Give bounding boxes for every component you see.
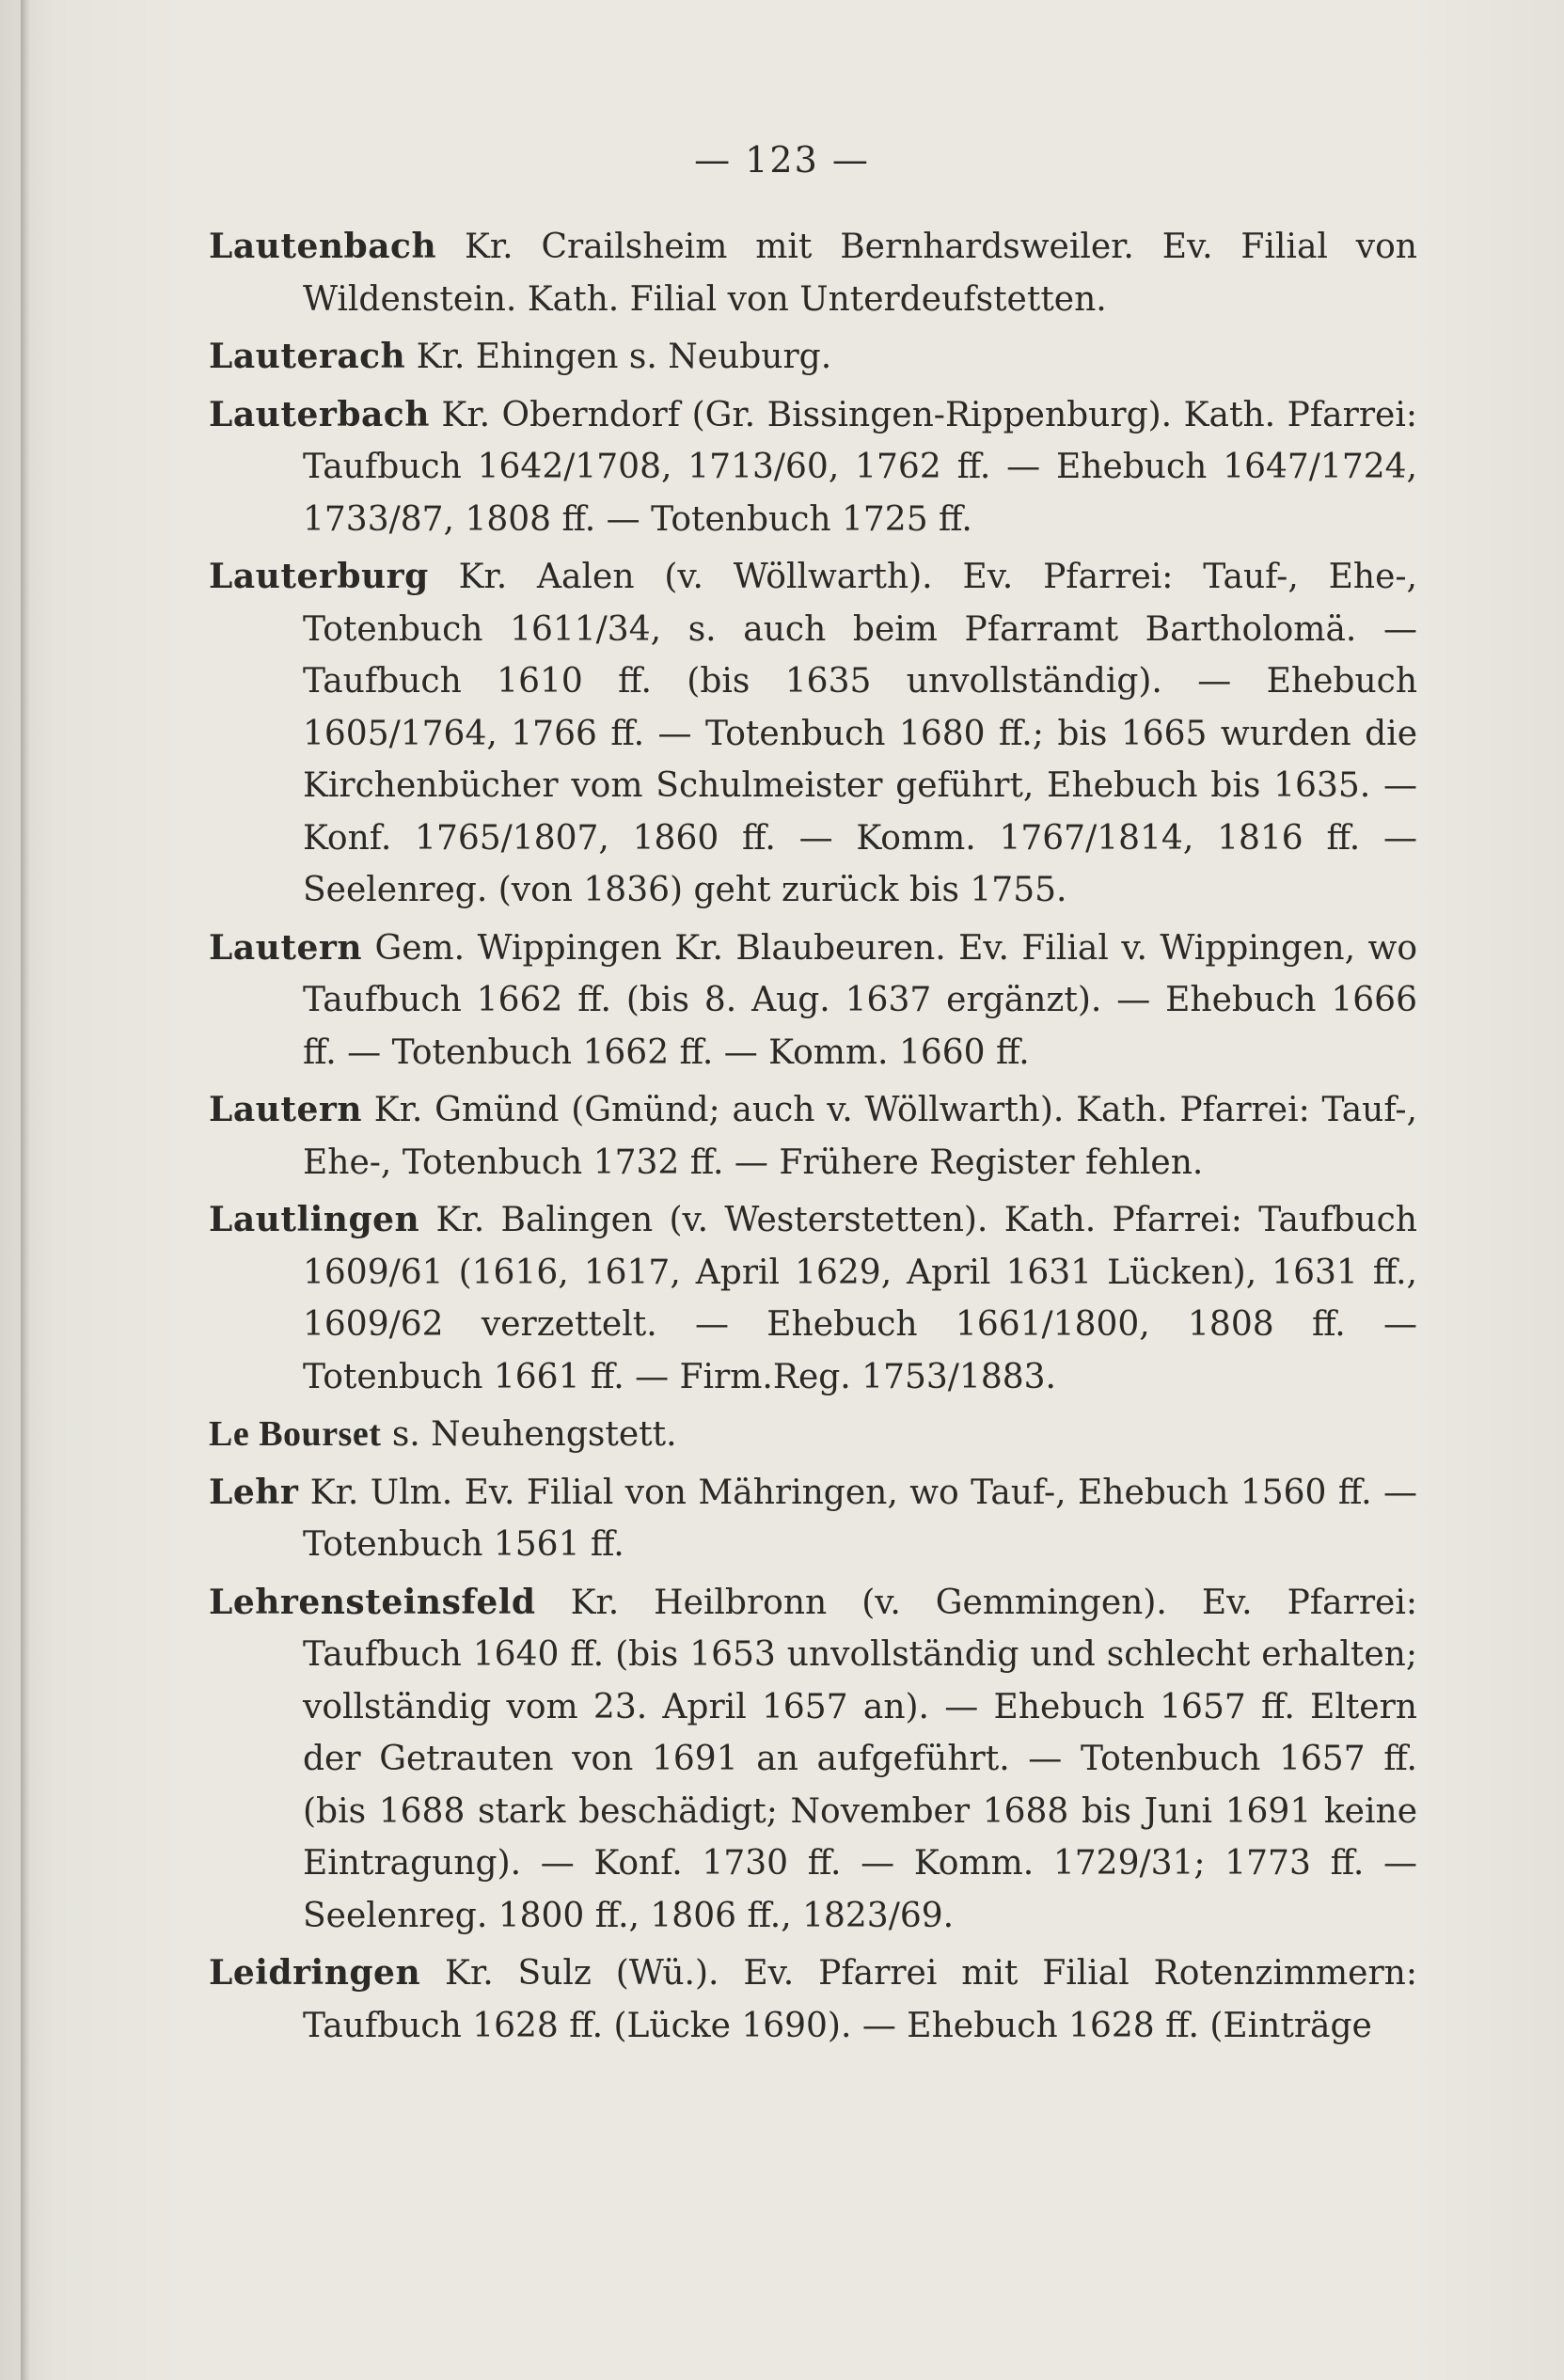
entry-lauterbach	[209, 389, 1417, 546]
entry-lautenbach	[209, 221, 1417, 325]
entry-lehrensteinsfeld	[209, 1577, 1417, 1943]
entry-text: Gem. Wippingen Kr. Blaubeuren. Ev. Filial v. Wippingen, wo Taufbuch 1662 ff. (bis 8. Aug. 1637 ergänzt). — Ehebuch 1666 ff. — Totenbuch 1662 ff. — Komm. 1660 ff.	[303, 928, 1417, 1072]
entry-text: s. Neuhengstett.	[381, 1415, 677, 1454]
binding-shadow	[21, 0, 30, 2380]
entry-lauterach	[209, 331, 1417, 384]
entry-text: Kr. Ulm. Ev. Filial von Mähringen, wo Tauf-, Ehebuch 1560 ff. — Totenbuch 1561 ff.	[298, 1473, 1417, 1564]
entry-list	[209, 221, 1417, 2057]
entry-text: Kr. Sulz (Wü.). Ev. Pfarrei mit Filial Rotenzimmern: Taufbuch 1628 ff. (Lücke 1690). — Ehebuch 1628 ff. (Einträge	[303, 1954, 1417, 2045]
entry-text: Kr. Crailsheim mit Bernhardsweiler. Ev. Filial von Wildenstein. Kath. Filial von Unterdeufstetten.	[303, 228, 1417, 319]
entry-lautern-gmuend	[209, 1084, 1417, 1189]
entry-lautern-wippingen	[209, 922, 1417, 1080]
entry-text: Kr. Aalen (v. Wöllwarth). Ev. Pfarrei: Tauf-, Ehe-, Totenbuch 1611/34, s. auch beim Pfarramt Bartholomä. — Taufbuch 1610 ff. (bis 1635 unvollständig). — Ehebuch 1605/1764, 1766 ff. — Totenbuch 1680 ff.; bis 1665 wurden die Kirchenbücher vom Schulmeister geführt, Ehebuch bis 1635. — Konf. 1765/1807, 1860 ff. — Komm. 1767/1814, 1816 ff. — Seelenreg. (von 1836) geht zurück bis 1755.	[303, 558, 1417, 909]
page-number: — 123 —	[694, 139, 870, 181]
entry-head: Lauterbach	[209, 394, 430, 434]
entry-head: Lauterach	[209, 337, 406, 376]
entry-text: Kr. Oberndorf (Gr. Bissingen-Rippenburg). Kath. Pfarrei: Taufbuch 1642/1708, 1713/60, 1762 ff. — Ehebuch 1647/1724, 1733/87, 1808 ff. — Totenbuch 1725 ff.	[303, 395, 1417, 539]
entry-lautlingen	[209, 1194, 1417, 1403]
entry-head: Leidringen	[209, 1953, 421, 1993]
entry-le-bourset	[209, 1409, 1417, 1461]
entry-head: Lautern	[209, 1090, 362, 1129]
entry-head: Lauterburg	[209, 557, 429, 596]
entry-head: Lautenbach	[209, 227, 437, 266]
entry-text: Kr. Balingen (v. Westerstetten). Kath. Pfarrei: Taufbuch 1609/61 (1616, 1617, April 1629, April 1631 Lücken), 1631 ff., 1609/62 verzettelt. — Ehebuch 1661/1800, 1808 ff. — Totenbuch 1661 ff. — Firm.Reg. 1753/1883.	[303, 1201, 1417, 1396]
entry-head: Le Bourset	[209, 1414, 382, 1454]
entry-head: Lehrensteinsfeld	[209, 1582, 536, 1622]
entry-lauterburg	[209, 551, 1417, 917]
entry-lehr	[209, 1467, 1417, 1571]
entry-text: Kr. Ehingen s. Neuburg.	[405, 338, 832, 376]
entry-leidringen	[209, 1947, 1417, 2052]
entry-head: Lehr	[209, 1472, 299, 1512]
entry-text: Kr. Heilbronn (v. Gemmingen). Ev. Pfarrei: Taufbuch 1640 ff. (bis 1653 unvollständig und schlecht erhalten; vollständig vom 23. April 1657 an). — Ehebuch 1657 ff. Eltern der Getrauten von 1691 an aufgeführt. — Totenbuch 1657 ff. (bis 1688 stark beschädigt; November 1688 bis Juni 1691 keine Eintragung). — Konf. 1730 ff. — Komm. 1729/31; 1773 ff. — Seelenreg. 1800 ff., 1806 ff., 1823/69.	[303, 1583, 1417, 1935]
entry-text: Kr. Gmünd (Gmünd; auch v. Wöllwarth). Kath. Pfarrei: Tauf-, Ehe-, Totenbuch 1732 ff. — Frühere Register fehlen.	[303, 1091, 1417, 1182]
entry-head: Lautlingen	[209, 1200, 420, 1239]
entry-head: Lautern	[209, 927, 362, 968]
